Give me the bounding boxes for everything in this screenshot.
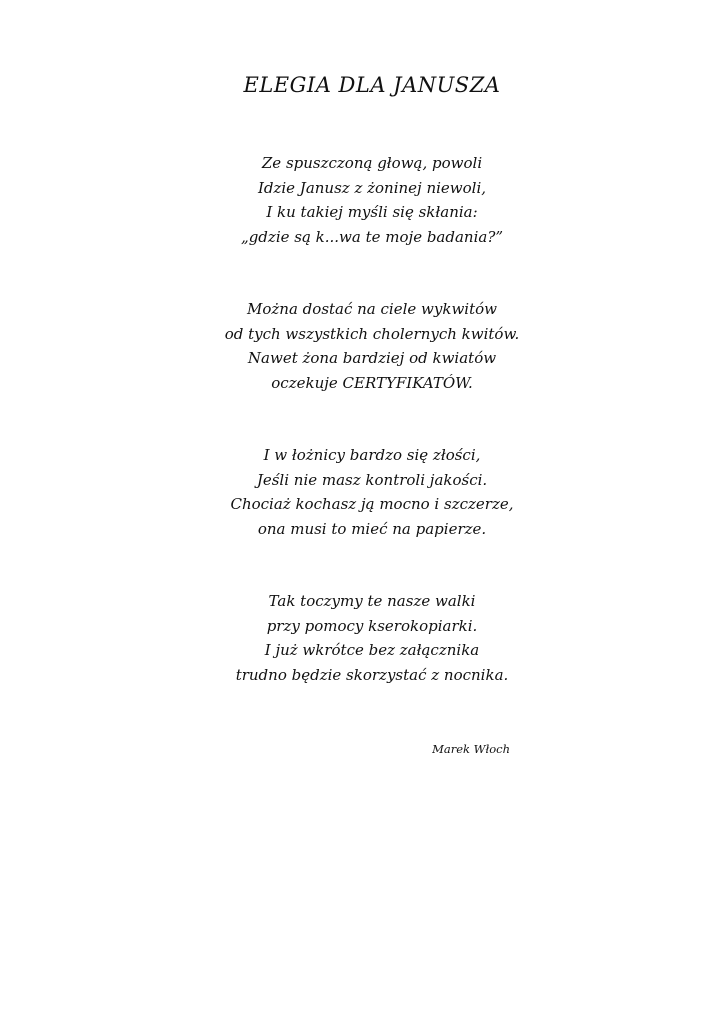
poem-line: oczekuje CERTYFIKATÓW. [271, 373, 473, 392]
poem-line: przy pomocy kserokopiarki. [266, 616, 478, 635]
poem-line: trudno będzie skorzystać z nocnika. [235, 665, 509, 684]
stanza-3 [0, 443, 724, 541]
stanza-1 [0, 151, 724, 249]
poem-line: I już wkrótce bez załącznika [264, 641, 480, 659]
poem-title: ELEGIA DLA JANUSZA [243, 73, 501, 97]
stanza-2 [0, 297, 724, 395]
poem-line: Idzie Janusz z żoninej niewoli, [257, 178, 487, 197]
poem-line: Chociaż kochasz ją mocno i szczerze, [230, 495, 514, 513]
poem-line: „gdzie są k...wa te moje badania?” [240, 227, 504, 246]
author-signature: Marek Włoch [432, 742, 510, 756]
stanza-4 [0, 589, 724, 687]
poem-line: I ku takiej myśli się skłania: [266, 203, 478, 221]
poem-line: Można dostać na ciele wykwitów [247, 300, 497, 318]
poem-line: I w łożnicy bardzo się złości, [263, 446, 481, 464]
poem-line: ona musi to mieć na papierze. [257, 519, 487, 538]
poem-line: od tych wszystkich cholernych kwitów. [224, 324, 520, 343]
poem-line: Nawet żona bardziej od kwiatów [247, 349, 497, 367]
poem-line: Ze spuszczoną głową, powoli [261, 154, 483, 172]
poem-line: Jeśli nie masz kontroli jakości. [256, 470, 488, 489]
poem-line: Tak toczymy te nasze walki [268, 592, 476, 610]
